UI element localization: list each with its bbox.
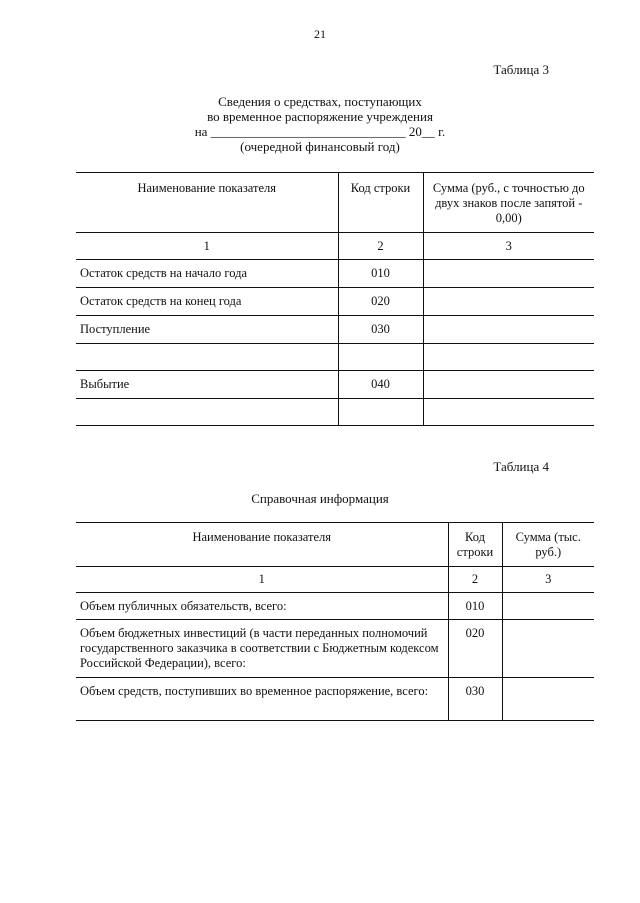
row-code: 030 xyxy=(338,316,423,344)
row-sum[interactable] xyxy=(423,344,594,371)
row-sum[interactable] xyxy=(502,678,594,721)
row-code: 010 xyxy=(448,593,502,620)
row-sum[interactable] xyxy=(502,620,594,678)
table4-header-name: Наименование показателя xyxy=(76,523,448,567)
row-name: Выбытие xyxy=(76,371,338,399)
table3-column-numbers xyxy=(76,233,594,260)
table-row xyxy=(76,344,594,371)
table4-colnum-2: 2 xyxy=(448,567,502,593)
row-name: Объем бюджетных инвестиций (в части переданных полномочий государственного заказчика в соответствии с Бюджетным кодексом Российской Федерации), всего: xyxy=(76,620,448,678)
row-code: 040 xyxy=(338,371,423,399)
table4-column-numbers xyxy=(76,567,594,593)
table3-title xyxy=(0,94,640,154)
table4-title: Справочная информация xyxy=(251,491,389,506)
table4-caption: Таблица 4 xyxy=(493,459,549,474)
table3-header-name: Наименование показателя xyxy=(76,173,338,233)
row-sum[interactable] xyxy=(502,593,594,620)
row-sum[interactable] xyxy=(423,288,594,316)
table-row xyxy=(76,371,594,399)
row-sum[interactable] xyxy=(423,316,594,344)
table4 xyxy=(76,522,594,721)
row-code xyxy=(338,399,423,426)
table3 xyxy=(76,172,594,426)
table4-header-row xyxy=(76,523,594,567)
table3-colnum-1: 1 xyxy=(76,233,338,260)
row-name xyxy=(76,399,338,426)
row-code: 020 xyxy=(448,620,502,678)
table3-colnum-2: 2 xyxy=(338,233,423,260)
row-name: Объем средств, поступивших во временное распоряжение, всего: xyxy=(76,678,448,721)
table3-header-code: Код строки xyxy=(338,173,423,233)
row-sum[interactable] xyxy=(423,260,594,288)
row-name: Остаток средств на начало года xyxy=(76,260,338,288)
table3-colnum-3: 3 xyxy=(423,233,594,260)
table-row xyxy=(76,316,594,344)
row-name: Поступление xyxy=(76,316,338,344)
table-row xyxy=(76,288,594,316)
row-name: Объем публичных обязательств, всего: xyxy=(76,593,448,620)
table3-title-line-3: на ______________________________ 20__ г. xyxy=(194,124,446,139)
table-row xyxy=(76,260,594,288)
row-code: 030 xyxy=(448,678,502,721)
table4-header-code: Код строки xyxy=(448,523,502,567)
row-name: Остаток средств на конец года xyxy=(76,288,338,316)
table4-colnum-1: 1 xyxy=(76,567,448,593)
table-row xyxy=(76,399,594,426)
table-row xyxy=(76,678,594,721)
row-code: 010 xyxy=(338,260,423,288)
page-number: 21 xyxy=(314,27,326,41)
row-code xyxy=(338,344,423,371)
table4-header-sum: Сумма (тыс. руб.) xyxy=(502,523,594,567)
table3-caption: Таблица 3 xyxy=(493,62,549,77)
row-sum[interactable] xyxy=(423,399,594,426)
row-sum[interactable] xyxy=(423,371,594,399)
table3-header-row xyxy=(76,173,594,233)
table3-title-line-2: во временное распоряжение учреждения xyxy=(207,109,433,124)
row-name xyxy=(76,344,338,371)
table3-title-line-1: Сведения о средствах, поступающих xyxy=(218,94,422,109)
table3-header-sum: Сумма (руб., с точностью до двух знаков после запятой - 0,00) xyxy=(423,173,594,233)
table-row xyxy=(76,593,594,620)
row-code: 020 xyxy=(338,288,423,316)
table4-colnum-3: 3 xyxy=(502,567,594,593)
table-row xyxy=(76,620,594,678)
table3-title-line-4: (очередной финансовый год) xyxy=(240,139,400,154)
